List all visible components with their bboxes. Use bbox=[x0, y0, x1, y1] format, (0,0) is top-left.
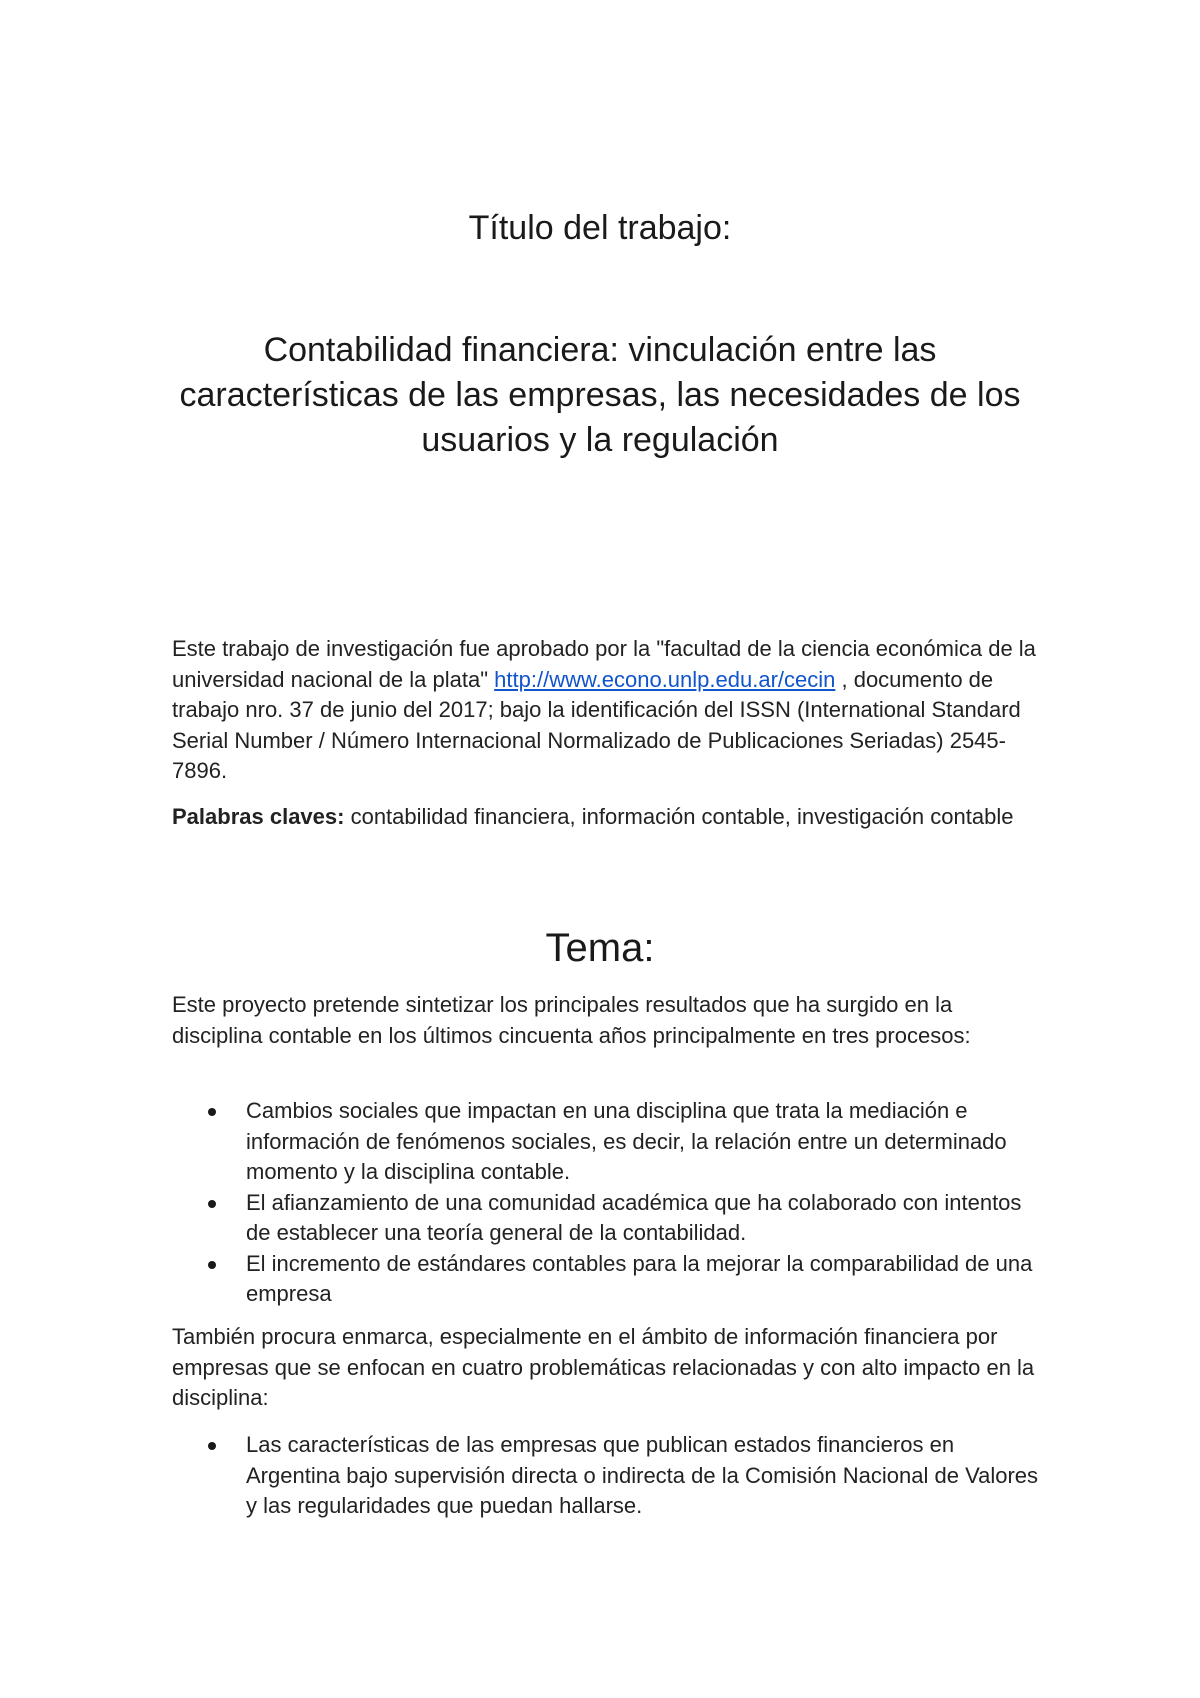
bullet-icon bbox=[208, 1108, 216, 1116]
document-title: Contabilidad financiera: vinculación entre las características de las empresas, las necesidades de los usuarios y la regulación bbox=[179, 331, 1021, 459]
keywords-text: contabilidad financiera, información contable, investigación contable bbox=[344, 804, 1014, 829]
problem-list bbox=[172, 1430, 1042, 1522]
approval-text-start: Este trabajo de investigación fue aprobado por la "facultad de la ciencia económica de la universidad nacional de la plata" bbox=[172, 636, 1036, 692]
list-item bbox=[172, 1430, 1042, 1522]
process-list bbox=[172, 1096, 1042, 1310]
list-item-text: El incremento de estándares contables para la mejorar la comparabilidad de una empresa bbox=[246, 1250, 1033, 1306]
list-item-text: Cambios sociales que impactan en una disciplina que trata la mediación e información de fenómenos sociales, es decir, la relación entre un determinado momento y la disciplina contable. bbox=[246, 1098, 1007, 1184]
also-paragraph: También procura enmarca, especialmente en el ámbito de información financiera por empresas que se enfocan en cuatro problemáticas relacionadas y con alto impacto en la disciplina: bbox=[172, 1324, 1035, 1410]
tema-heading: Tema: bbox=[545, 926, 655, 970]
list-item-text: Las características de las empresas que publican estados financieros en Argentina bajo supervisión directa o indirecta de la Comisión Nacional de Valores y las regularidades que puedan hallarse. bbox=[246, 1432, 1039, 1518]
approval-paragraph bbox=[172, 634, 1042, 787]
list-item bbox=[172, 1096, 1042, 1188]
title-label: Título del trabajo: bbox=[468, 209, 732, 247]
keywords-paragraph bbox=[172, 802, 1042, 833]
list-item bbox=[172, 1188, 1042, 1249]
list-item bbox=[172, 1249, 1042, 1310]
intro-paragraph: Este proyecto pretende sintetizar los principales resultados que ha surgido en la disciplina contable en los últimos cincuenta años principalmente en tres procesos: bbox=[172, 992, 971, 1048]
approval-text-end: , documento de trabajo nro. 37 de junio del 2017; bajo la identificación del ISSN (International Standard Serial Number / Número Internacional Normalizado de Publicaciones Seriadas) 2545-7896. bbox=[172, 666, 1021, 783]
list-item-text: El afianzamiento de una comunidad académica que ha colaborado con intentos de establecer una teoría general de la contabilidad. bbox=[246, 1189, 1022, 1245]
bullet-icon bbox=[208, 1200, 216, 1208]
bullet-icon bbox=[208, 1442, 216, 1450]
keywords-label: Palabras claves: bbox=[172, 804, 345, 829]
cecin-link[interactable]: http://www.econo.unlp.edu.ar/cecin bbox=[494, 666, 836, 692]
bullet-icon bbox=[208, 1261, 216, 1269]
